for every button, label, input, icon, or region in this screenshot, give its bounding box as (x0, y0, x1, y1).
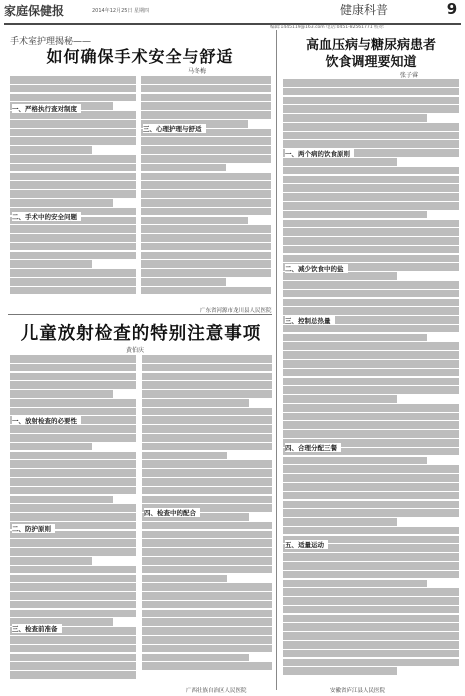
article-title: 如何确保手术安全与舒适 (46, 47, 234, 66)
bottom-section-heading: 四、检查中的配合 (144, 508, 200, 517)
bottom-article-author: 黄伯庆 (126, 347, 145, 354)
page-number: 9 (446, 0, 458, 18)
right-title-line2: 饮食调理要知道 (325, 55, 417, 70)
section-name: 家庭保健报 (4, 4, 65, 18)
right-article-body (283, 79, 459, 685)
right-section-heading: 一、两个病的饮食原则 (285, 149, 354, 158)
issue-date: 2014年12月25日 星期四 (92, 8, 150, 14)
bottom-body-col2 (142, 355, 272, 681)
right-section-heading: 三、控制总热量 (285, 316, 335, 325)
article-body-col2 (141, 76, 271, 302)
bottom-section-heading: 二、防护原则 (12, 524, 55, 533)
section-heading: 三、心理护理与舒适 (143, 124, 206, 133)
column-name: 健康科普 (340, 3, 389, 17)
column-divider (276, 30, 277, 690)
bottom-article-source: 广西壮族自治区人民医院 (186, 688, 247, 694)
right-article-author: 张子睿 (400, 72, 419, 79)
bottom-section-heading: 一、放射检查的必要性 (12, 416, 81, 425)
right-title-line1: 高血压病与糖尿病患者 (305, 38, 436, 53)
editor-line: 编辑:1445119@163.com 电话:0451-82561771 校对: (270, 25, 385, 30)
right-section-heading: 四、合理分配三餐 (285, 443, 341, 452)
right-section-heading: 二、减少饮食中的盐 (285, 264, 348, 273)
bottom-section-heading: 三、检查前准备 (12, 624, 62, 633)
article-source: 广东省河源市龙川县人民医院 (200, 308, 272, 314)
article-divider (8, 314, 272, 315)
page-header (4, 3, 461, 25)
right-section-heading: 五、适量运动 (285, 540, 328, 549)
section-heading: 二、手术中的安全问题 (12, 212, 81, 221)
bottom-body-col1 (10, 355, 136, 687)
bottom-article-title: 儿童放射检查的特别注意事项 (20, 324, 262, 344)
article-kicker: 手术室护理揭秘—— (10, 37, 92, 47)
right-article-source: 安徽省庐江县人民医院 (330, 688, 386, 694)
article-author: 马冬梅 (188, 68, 207, 75)
section-heading: 一、严格执行查对制度 (12, 104, 81, 113)
